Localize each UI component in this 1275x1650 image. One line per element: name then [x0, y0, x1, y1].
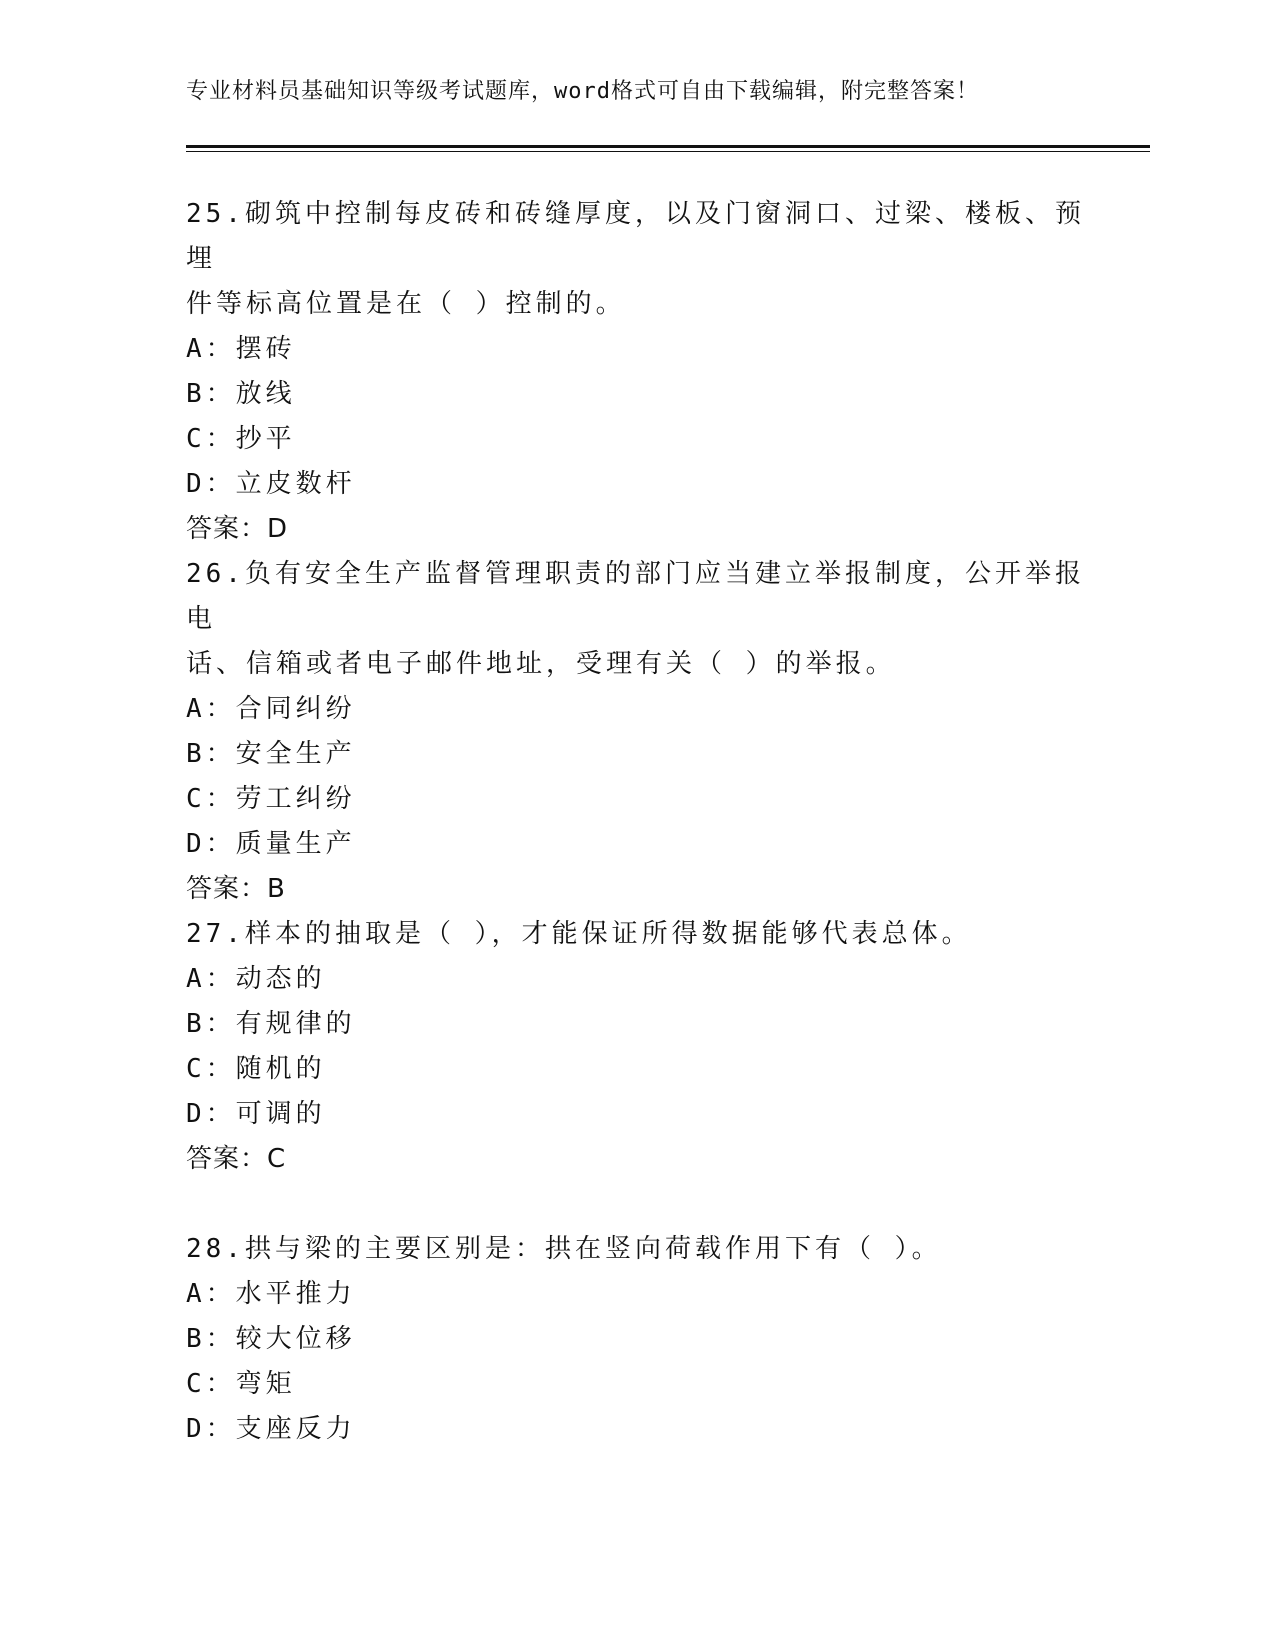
question-stem-line: 28.拱与梁的主要区别是：拱在竖向荷载作用下有（ ）。	[186, 1234, 942, 1264]
header-rule-thin	[186, 151, 1150, 152]
option-c: C：劳工纠纷	[186, 784, 356, 814]
question-stem-line: 件等标高位置是在（ ）控制的。	[186, 289, 626, 319]
option-a: A：摆砖	[186, 334, 296, 364]
answer: 答案：D	[186, 514, 289, 544]
option-a: A：合同纠纷	[186, 694, 356, 724]
option-b: B：安全生产	[186, 739, 356, 769]
option-c: C：抄平	[186, 424, 296, 454]
question-26	[186, 552, 1086, 912]
answer: 答案：B	[186, 874, 286, 904]
option-a: A：水平推力	[186, 1279, 356, 1309]
option-c: C：弯矩	[186, 1369, 296, 1399]
option-a: A：动态的	[186, 964, 326, 994]
question-stem-line: 27.样本的抽取是（ ），才能保证所得数据能够代表总体。	[186, 919, 972, 949]
question-27	[186, 912, 1086, 1182]
page-header: 专业材料员基础知识等级考试题库，word格式可自由下载编辑，附完整答案！	[186, 79, 979, 104]
question-25	[186, 192, 1086, 552]
option-d: D：立皮数杆	[186, 469, 356, 499]
option-b: B：较大位移	[186, 1324, 356, 1354]
option-b: B：放线	[186, 379, 296, 409]
option-b: B：有规律的	[186, 1009, 356, 1039]
answer: 答案：C	[186, 1144, 287, 1174]
question-stem-line: 话、信箱或者电子邮件地址，受理有关（ ）的举报。	[186, 649, 896, 679]
option-c: C：随机的	[186, 1054, 326, 1084]
question-stem-line: 25.砌筑中控制每皮砖和砖缝厚度，以及门窗洞口、过梁、楼板、预埋	[186, 199, 1085, 274]
option-d: D：质量生产	[186, 829, 356, 859]
header-rule-thick	[186, 145, 1150, 148]
question-stem-line: 26.负有安全生产监督管理职责的部门应当建立举报制度，公开举报电	[186, 559, 1085, 634]
option-d: D：可调的	[186, 1099, 326, 1129]
option-d: D：支座反力	[186, 1414, 356, 1444]
question-28	[186, 1227, 1086, 1452]
